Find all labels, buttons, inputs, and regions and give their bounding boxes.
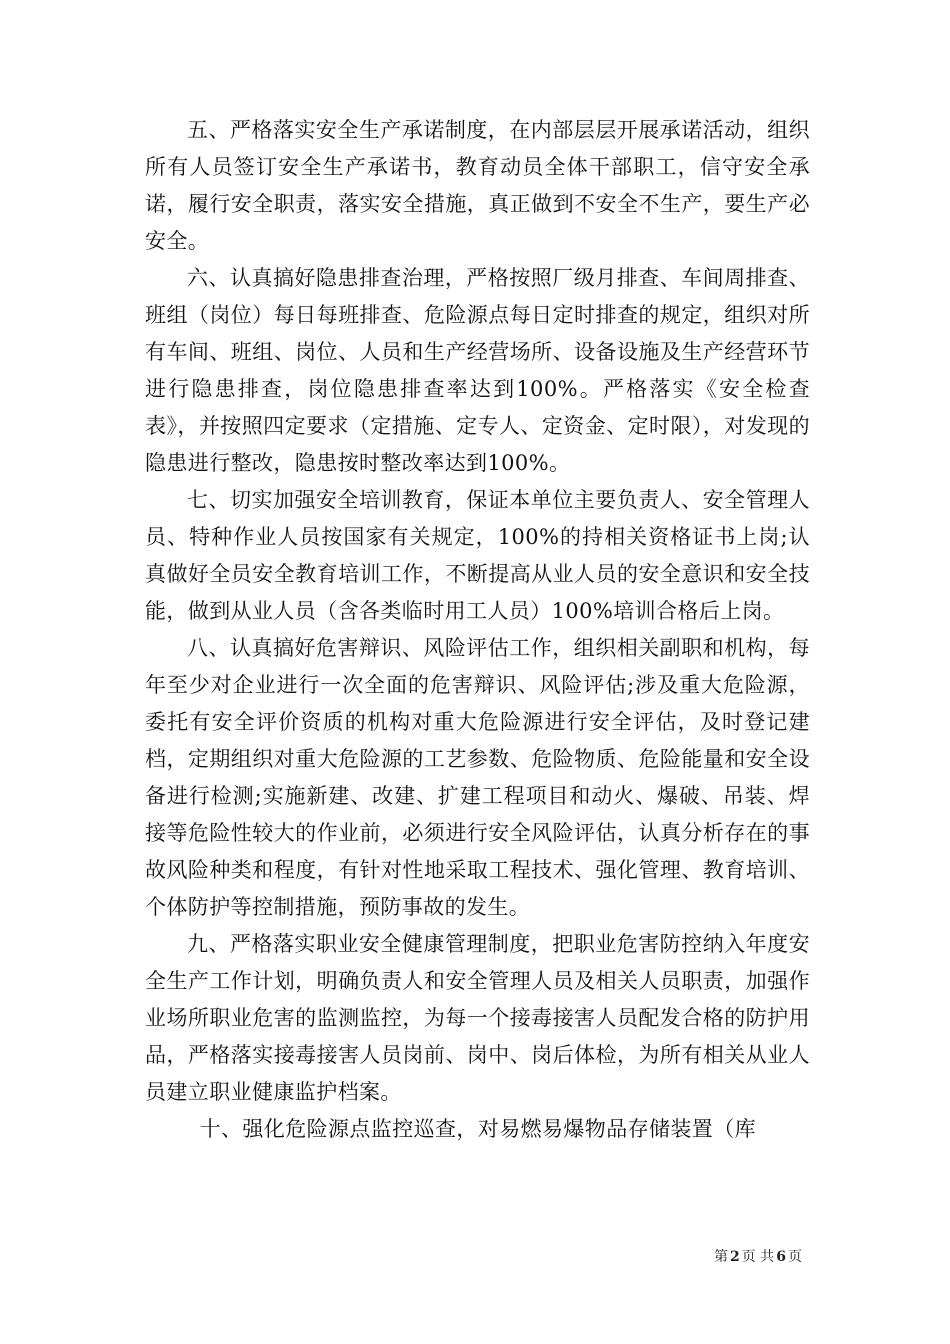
paragraph-7: 七、切实加强安全培训教育，保证本单位主要负责人、安全管理人员、特种作业人员按国家有关规定，100%的持相关资格证书上岗;认真做好全员安全教育培训工作，不断提高从业人员的安全意识和安全技能，做到从业人员（含各类临时用工人员）100%培训合格后上岗。 bbox=[145, 488, 810, 623]
footer-total-pages: 6 bbox=[776, 1249, 786, 1265]
footer-current-page: 2 bbox=[730, 1249, 740, 1265]
footer-prefix: 第 bbox=[714, 1249, 729, 1265]
paragraph-5: 五、严格落实安全生产承诺制度，在内部层层开展承诺活动，组织所有人员签订安全生产承诺书，教育动员全体干部职工，信守安全承诺，履行安全职责，落实安全措施，真正做到不安全不生产，要生产必安全。 bbox=[145, 118, 810, 253]
page-number-footer bbox=[714, 1248, 802, 1266]
paragraph-9: 九、严格落实职业安全健康管理制度，把职业危害防控纳入年度安全生产工作计划，明确负责人和安全管理人员及相关人员职责，加强作业场所职业危害的监测监控，为每一个接毒接害人员配发合格的防护用品，严格落实接毒接害人员岗前、岗中、岗后体检，为所有相关从业人员建立职业健康监护档案。 bbox=[145, 932, 810, 1104]
paragraph-8: 八、认真搞好危害辩识、风险评估工作，组织相关副职和机构，每年至少对企业进行一次全面的危害辩识、风险评估;涉及重大危险源，委托有安全评价资质的机构对重大危险源进行安全评估，及时登记建档，定期组织对重大危险源的工艺参数、危险物质、危险能量和安全设备进行检测;实施新建、改建、扩建工程项目和动火、爆破、吊装、焊接等危险性较大的作业前，必须进行安全风险评估，认真分析存在的事故风险种类和程度，有针对性地采取工程技术、强化管理、教育培训、个体防护等控制措施，预防事故的发生。 bbox=[145, 636, 810, 919]
paragraph-10: 十、强化危险源点监控巡查，对易燃易爆物品存储装置（库 bbox=[199, 1117, 756, 1141]
document-body bbox=[145, 112, 810, 1148]
paragraph-6: 六、认真搞好隐患排查治理，严格按照厂级月排查、车间周排查、班组（岗位）每日每班排查、危险源点每日定时排查的规定，组织对所有车间、班组、岗位、人员和生产经营场所、设备设施及生产经营环节进行隐患排查，岗位隐患排查率达到100%。严格落实《安全检查表》，并按照四定要求（定措施、定专人、定资金、定时限），对发现的隐患进行整改，隐患按时整改率达到100%。 bbox=[145, 266, 810, 475]
footer-middle: 页 共 bbox=[741, 1249, 775, 1265]
footer-suffix: 页 bbox=[788, 1249, 802, 1265]
